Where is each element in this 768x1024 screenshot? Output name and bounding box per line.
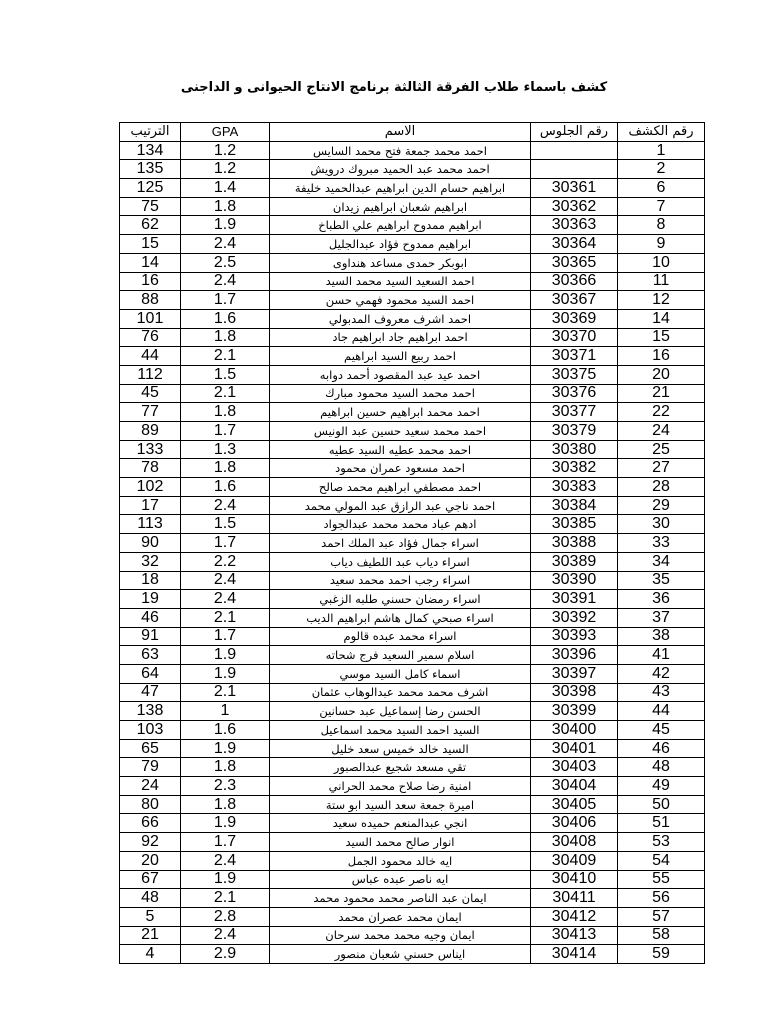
table-row — [120, 515, 705, 534]
cell-list-number: 37 — [618, 608, 705, 627]
cell-rank: 65 — [120, 739, 181, 758]
cell-seat-number: 30391 — [531, 590, 618, 609]
cell-list-number: 27 — [618, 459, 705, 478]
cell-gpa: 1.9 — [181, 739, 270, 758]
table-row — [120, 272, 705, 291]
table-row — [120, 478, 705, 497]
table-row — [120, 590, 705, 609]
cell-list-number: 54 — [618, 851, 705, 870]
cell-seat-number: 30369 — [531, 309, 618, 328]
cell-list-number: 36 — [618, 590, 705, 609]
cell-student-name: ابوبكر حمدى مساعد هنداوى — [270, 253, 531, 272]
cell-student-name: ايمان وجيه محمد محمد سرحان — [270, 926, 531, 945]
table-row — [120, 552, 705, 571]
cell-rank: 80 — [120, 795, 181, 814]
cell-gpa: 1.8 — [181, 197, 270, 216]
cell-seat-number: 30398 — [531, 683, 618, 702]
cell-rank: 113 — [120, 515, 181, 534]
table-body — [120, 141, 705, 963]
cell-list-number: 6 — [618, 179, 705, 198]
cell-rank: 14 — [120, 253, 181, 272]
table-row — [120, 721, 705, 740]
cell-seat-number: 30362 — [531, 197, 618, 216]
cell-rank: 44 — [120, 347, 181, 366]
table-row — [120, 235, 705, 254]
cell-list-number: 51 — [618, 814, 705, 833]
cell-gpa: 2.4 — [181, 590, 270, 609]
table-row — [120, 851, 705, 870]
cell-gpa: 1.2 — [181, 160, 270, 179]
table-row — [120, 365, 705, 384]
cell-student-name: احمد محمد ابراهيم حسين ابراهيم — [270, 403, 531, 422]
table-row — [120, 384, 705, 403]
table-row — [120, 534, 705, 553]
cell-list-number: 16 — [618, 347, 705, 366]
cell-list-number: 24 — [618, 422, 705, 441]
cell-gpa: 1.8 — [181, 758, 270, 777]
table-row — [120, 347, 705, 366]
cell-student-name: اسراء رمضان حسني طلبه الزغبي — [270, 590, 531, 609]
cell-student-name: احمد ربيع السيد ابراهيم — [270, 347, 531, 366]
cell-student-name: اسماء كامل السيد موسي — [270, 664, 531, 683]
cell-student-name: اسراء رجب احمد محمد سعيد — [270, 571, 531, 590]
cell-seat-number: 30382 — [531, 459, 618, 478]
cell-student-name: ايناس حسني شعبان منصور — [270, 945, 531, 964]
cell-list-number: 25 — [618, 440, 705, 459]
cell-gpa: 2.1 — [181, 608, 270, 627]
cell-gpa: 2.1 — [181, 384, 270, 403]
cell-rank: 101 — [120, 309, 181, 328]
cell-rank: 5 — [120, 907, 181, 926]
cell-gpa: 2.4 — [181, 571, 270, 590]
table-row — [120, 496, 705, 515]
cell-gpa: 1.7 — [181, 534, 270, 553]
cell-seat-number: 30371 — [531, 347, 618, 366]
cell-student-name: احمد محمد السيد محمود مبارك — [270, 384, 531, 403]
cell-rank: 103 — [120, 721, 181, 740]
cell-student-name: ايه ناصر عبده عباس — [270, 870, 531, 889]
cell-student-name: اميرة جمعة سعد السيد ابو ستة — [270, 795, 531, 814]
cell-rank: 62 — [120, 216, 181, 235]
cell-student-name: ابراهيم حسام الدين ابراهيم عبدالحميد خليفة — [270, 179, 531, 198]
cell-list-number: 44 — [618, 702, 705, 721]
cell-seat-number: 30393 — [531, 627, 618, 646]
cell-rank: 46 — [120, 608, 181, 627]
table-row — [120, 328, 705, 347]
cell-list-number: 30 — [618, 515, 705, 534]
cell-gpa: 1.3 — [181, 440, 270, 459]
cell-gpa: 1.4 — [181, 179, 270, 198]
header-seat-number: رقم الجلوس — [531, 123, 618, 142]
cell-gpa: 2.1 — [181, 683, 270, 702]
cell-seat-number: 30403 — [531, 758, 618, 777]
cell-student-name: ابراهيم شعبان ابراهيم زيدان — [270, 197, 531, 216]
cell-rank: 24 — [120, 777, 181, 796]
cell-list-number: 49 — [618, 777, 705, 796]
table-row — [120, 627, 705, 646]
cell-seat-number: 30412 — [531, 907, 618, 926]
cell-rank: 133 — [120, 440, 181, 459]
table-row — [120, 889, 705, 908]
cell-list-number: 28 — [618, 478, 705, 497]
cell-gpa: 2.9 — [181, 945, 270, 964]
cell-rank: 63 — [120, 646, 181, 665]
cell-seat-number — [531, 141, 618, 160]
cell-student-name: احمد اشرف معروف المدبولي — [270, 309, 531, 328]
cell-gpa: 1.9 — [181, 870, 270, 889]
cell-list-number: 34 — [618, 552, 705, 571]
cell-gpa: 1.6 — [181, 721, 270, 740]
cell-seat-number: 30383 — [531, 478, 618, 497]
cell-list-number: 20 — [618, 365, 705, 384]
table-row — [120, 739, 705, 758]
cell-seat-number: 30401 — [531, 739, 618, 758]
cell-student-name: ابراهيم ممدوح فؤاد عبدالجليل — [270, 235, 531, 254]
cell-list-number: 12 — [618, 291, 705, 310]
cell-student-name: احمد السعيد السيد محمد السيد — [270, 272, 531, 291]
cell-list-number: 42 — [618, 664, 705, 683]
cell-rank: 138 — [120, 702, 181, 721]
cell-seat-number: 30377 — [531, 403, 618, 422]
cell-seat-number: 30414 — [531, 945, 618, 964]
table-row — [120, 403, 705, 422]
table-row — [120, 795, 705, 814]
cell-seat-number: 30396 — [531, 646, 618, 665]
cell-gpa: 1.7 — [181, 833, 270, 852]
cell-gpa: 1.9 — [181, 216, 270, 235]
cell-seat-number: 30410 — [531, 870, 618, 889]
cell-gpa: 1.8 — [181, 459, 270, 478]
cell-list-number: 15 — [618, 328, 705, 347]
student-roster-table — [119, 122, 705, 964]
table-row — [120, 608, 705, 627]
cell-rank: 89 — [120, 422, 181, 441]
cell-student-name: انوار صالح محمد السيد — [270, 833, 531, 852]
cell-list-number: 56 — [618, 889, 705, 908]
cell-student-name: ايمان محمد عصران محمد — [270, 907, 531, 926]
cell-rank: 78 — [120, 459, 181, 478]
table-header-row — [120, 123, 705, 142]
cell-rank: 21 — [120, 926, 181, 945]
cell-seat-number: 30384 — [531, 496, 618, 515]
table-row — [120, 907, 705, 926]
cell-gpa: 1.9 — [181, 664, 270, 683]
cell-list-number: 2 — [618, 160, 705, 179]
cell-rank: 45 — [120, 384, 181, 403]
cell-seat-number: 30392 — [531, 608, 618, 627]
cell-student-name: احمد محمد سعيد حسين عبد الونيس — [270, 422, 531, 441]
cell-list-number: 10 — [618, 253, 705, 272]
cell-student-name: امنية رضا صلاح محمد الحراني — [270, 777, 531, 796]
table-row — [120, 440, 705, 459]
cell-rank: 47 — [120, 683, 181, 702]
cell-rank: 4 — [120, 945, 181, 964]
cell-gpa: 1.7 — [181, 291, 270, 310]
cell-seat-number: 30379 — [531, 422, 618, 441]
table-row — [120, 179, 705, 198]
cell-gpa: 1.2 — [181, 141, 270, 160]
cell-seat-number: 30376 — [531, 384, 618, 403]
header-rank: الترتيب — [120, 123, 181, 142]
cell-list-number: 57 — [618, 907, 705, 926]
cell-student-name: السيد خالد خميس سعد خليل — [270, 739, 531, 758]
cell-student-name: ايمان عبد الناصر محمد محمود محمد — [270, 889, 531, 908]
cell-rank: 135 — [120, 160, 181, 179]
cell-seat-number: 30361 — [531, 179, 618, 198]
table-row — [120, 459, 705, 478]
cell-rank: 32 — [120, 552, 181, 571]
cell-student-name: اسراء صبحي كمال هاشم ابراهيم الديب — [270, 608, 531, 627]
cell-list-number: 55 — [618, 870, 705, 889]
cell-seat-number: 30367 — [531, 291, 618, 310]
cell-student-name: انجي عبدالمنعم حميده سعيد — [270, 814, 531, 833]
cell-list-number: 1 — [618, 141, 705, 160]
table-row — [120, 702, 705, 721]
cell-seat-number: 30380 — [531, 440, 618, 459]
cell-list-number: 53 — [618, 833, 705, 852]
cell-gpa: 2.1 — [181, 347, 270, 366]
cell-rank: 88 — [120, 291, 181, 310]
table-row — [120, 646, 705, 665]
cell-gpa: 2.4 — [181, 926, 270, 945]
cell-gpa: 2.4 — [181, 235, 270, 254]
cell-gpa: 1.8 — [181, 795, 270, 814]
table-row — [120, 926, 705, 945]
cell-seat-number: 30399 — [531, 702, 618, 721]
cell-rank: 64 — [120, 664, 181, 683]
cell-student-name: اشرف محمد محمد عبدالوهاب عثمان — [270, 683, 531, 702]
cell-list-number: 43 — [618, 683, 705, 702]
cell-list-number: 50 — [618, 795, 705, 814]
cell-gpa: 2.4 — [181, 272, 270, 291]
cell-student-name: اسلام سمير السعيد فرج شحاته — [270, 646, 531, 665]
cell-student-name: احمد مصطفي ابراهيم محمد صالح — [270, 478, 531, 497]
cell-rank: 76 — [120, 328, 181, 347]
cell-rank: 19 — [120, 590, 181, 609]
table-row — [120, 664, 705, 683]
cell-seat-number: 30389 — [531, 552, 618, 571]
cell-seat-number — [531, 160, 618, 179]
table-row — [120, 291, 705, 310]
cell-rank: 102 — [120, 478, 181, 497]
cell-list-number: 38 — [618, 627, 705, 646]
cell-seat-number: 30363 — [531, 216, 618, 235]
cell-gpa: 2.4 — [181, 851, 270, 870]
cell-rank: 79 — [120, 758, 181, 777]
cell-student-name: احمد ناجي عبد الرازق عبد المولي محمد — [270, 496, 531, 515]
cell-rank: 92 — [120, 833, 181, 852]
cell-list-number: 8 — [618, 216, 705, 235]
cell-rank: 48 — [120, 889, 181, 908]
table-row — [120, 945, 705, 964]
cell-seat-number: 30400 — [531, 721, 618, 740]
cell-list-number: 21 — [618, 384, 705, 403]
cell-list-number: 11 — [618, 272, 705, 291]
page-title: كشف باسماء طلاب الفرقة الثالثة برنامج الانتاج الحيوانى و الداجنى — [180, 80, 608, 95]
cell-seat-number: 30406 — [531, 814, 618, 833]
cell-rank: 90 — [120, 534, 181, 553]
table-row — [120, 758, 705, 777]
cell-rank: 112 — [120, 365, 181, 384]
table-row — [120, 160, 705, 179]
cell-student-name: ابراهيم ممدوح ابراهيم علي الطباخ — [270, 216, 531, 235]
cell-seat-number: 30411 — [531, 889, 618, 908]
cell-seat-number: 30390 — [531, 571, 618, 590]
cell-gpa: 1.8 — [181, 328, 270, 347]
cell-seat-number: 30409 — [531, 851, 618, 870]
cell-list-number: 59 — [618, 945, 705, 964]
cell-student-name: اسراء جمال فؤاد عبد الملك احمد — [270, 534, 531, 553]
table-row — [120, 833, 705, 852]
cell-rank: 15 — [120, 235, 181, 254]
cell-list-number: 14 — [618, 309, 705, 328]
cell-student-name: اسراء محمد عبده قالوم — [270, 627, 531, 646]
cell-rank: 66 — [120, 814, 181, 833]
cell-list-number: 33 — [618, 534, 705, 553]
cell-student-name: احمد عيد عبد المقصود أحمد دوابه — [270, 365, 531, 384]
cell-student-name: تقي مسعد شجيع عبدالصبور — [270, 758, 531, 777]
header-gpa: GPA — [181, 123, 270, 142]
table-row — [120, 777, 705, 796]
cell-rank: 91 — [120, 627, 181, 646]
table-row — [120, 197, 705, 216]
cell-seat-number: 30375 — [531, 365, 618, 384]
cell-rank: 18 — [120, 571, 181, 590]
cell-list-number: 35 — [618, 571, 705, 590]
cell-list-number: 58 — [618, 926, 705, 945]
cell-list-number: 22 — [618, 403, 705, 422]
cell-gpa: 1 — [181, 702, 270, 721]
cell-rank: 77 — [120, 403, 181, 422]
cell-seat-number: 30397 — [531, 664, 618, 683]
cell-gpa: 1.6 — [181, 309, 270, 328]
cell-gpa: 2.8 — [181, 907, 270, 926]
table-row — [120, 253, 705, 272]
cell-student-name: احمد محمد عطيه السيد عطيه — [270, 440, 531, 459]
table-row — [120, 309, 705, 328]
cell-student-name: ادهم عباد محمد محمد عبدالجواد — [270, 515, 531, 534]
cell-rank: 75 — [120, 197, 181, 216]
cell-gpa: 1.8 — [181, 403, 270, 422]
cell-seat-number: 30405 — [531, 795, 618, 814]
cell-gpa: 2.3 — [181, 777, 270, 796]
cell-seat-number: 30408 — [531, 833, 618, 852]
cell-rank: 67 — [120, 870, 181, 889]
cell-student-name: احمد محمد عبد الحميد مبروك درويش — [270, 160, 531, 179]
cell-list-number: 9 — [618, 235, 705, 254]
table-row — [120, 571, 705, 590]
cell-list-number: 29 — [618, 496, 705, 515]
cell-seat-number: 30364 — [531, 235, 618, 254]
cell-list-number: 45 — [618, 721, 705, 740]
cell-gpa: 2.1 — [181, 889, 270, 908]
cell-list-number: 7 — [618, 197, 705, 216]
cell-seat-number: 30413 — [531, 926, 618, 945]
cell-gpa: 1.6 — [181, 478, 270, 497]
cell-gpa: 1.7 — [181, 627, 270, 646]
header-list-number: رقم الكشف — [618, 123, 705, 142]
cell-seat-number: 30385 — [531, 515, 618, 534]
table-row — [120, 870, 705, 889]
cell-student-name: الحسن رضا إسماعيل عبد حسانين — [270, 702, 531, 721]
cell-rank: 134 — [120, 141, 181, 160]
table-row — [120, 141, 705, 160]
cell-gpa: 2.2 — [181, 552, 270, 571]
cell-gpa: 1.7 — [181, 422, 270, 441]
cell-rank: 125 — [120, 179, 181, 198]
cell-student-name: ايه خالد محمود الجمل — [270, 851, 531, 870]
cell-student-name: اسراء دياب عبد اللطيف دياب — [270, 552, 531, 571]
cell-student-name: السيد احمد السيد محمد اسماعيل — [270, 721, 531, 740]
cell-student-name: احمد ابراهيم جاد ابراهيم جاد — [270, 328, 531, 347]
cell-gpa: 1.5 — [181, 365, 270, 384]
table-row — [120, 814, 705, 833]
cell-student-name: احمد محمد جمعة فتح محمد السايس — [270, 141, 531, 160]
cell-gpa: 2.5 — [181, 253, 270, 272]
cell-list-number: 46 — [618, 739, 705, 758]
table-row — [120, 683, 705, 702]
cell-list-number: 48 — [618, 758, 705, 777]
cell-gpa: 1.9 — [181, 646, 270, 665]
cell-seat-number: 30404 — [531, 777, 618, 796]
cell-rank: 20 — [120, 851, 181, 870]
table-row — [120, 422, 705, 441]
header-name: الاسم — [270, 123, 531, 142]
cell-seat-number: 30365 — [531, 253, 618, 272]
cell-student-name: احمد السيد محمود فهمي حسن — [270, 291, 531, 310]
cell-student-name: احمد مسعود عمران محمود — [270, 459, 531, 478]
cell-rank: 17 — [120, 496, 181, 515]
cell-gpa: 2.4 — [181, 496, 270, 515]
cell-seat-number: 30388 — [531, 534, 618, 553]
table-row — [120, 216, 705, 235]
cell-rank: 16 — [120, 272, 181, 291]
cell-list-number: 41 — [618, 646, 705, 665]
cell-seat-number: 30370 — [531, 328, 618, 347]
cell-gpa: 1.9 — [181, 814, 270, 833]
cell-seat-number: 30366 — [531, 272, 618, 291]
cell-gpa: 1.5 — [181, 515, 270, 534]
